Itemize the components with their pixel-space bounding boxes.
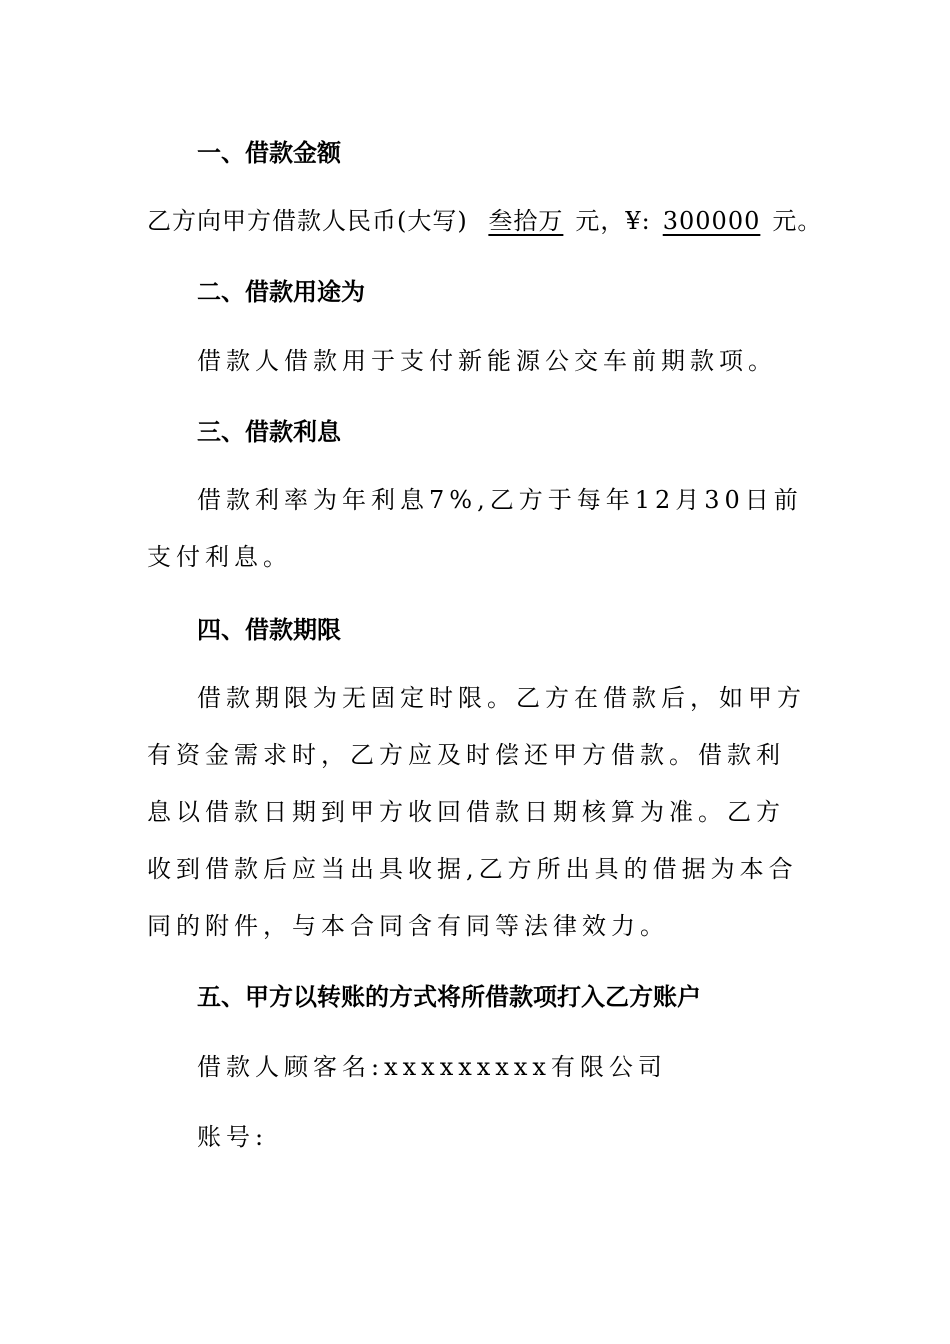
loan-amount-line (147, 206, 822, 236)
loan-amount-prefix: 乙方向甲方借款人民币(大写) (147, 207, 468, 235)
loan-term-text: 借款期限为无固定时限。乙方在借款后，如甲方有资金需求时，乙方应及时偿还甲方借款。借款利息以借款日期到甲方收回借款日期核算为准。乙方收到借款后应当出具收据,乙方所出具的借据为本合同的附件，与本合同含有同等法律效力。 (147, 684, 806, 940)
loan-amount-middle: 元，¥: (575, 207, 651, 235)
loan-purpose-text: 借款人借款用于支付新能源公交车前期款项。 (197, 347, 777, 375)
section-2-heading: 二、借款用途为 (197, 278, 365, 306)
account-name-line: 借款人顾客名:xxxxxxxxx有限公司 (197, 1053, 667, 1081)
loan-amount-suffix: 元。 (772, 207, 823, 235)
section-4-heading: 四、借款期限 (197, 616, 341, 644)
section-3-heading: 三、借款利息 (197, 418, 341, 446)
loan-amount-words-field: 叁拾万 (488, 207, 564, 235)
section-1-heading: 一、借款金额 (197, 139, 341, 167)
section-5-heading: 五、甲方以转账的方式将所借款项打入乙方账户 (197, 983, 701, 1011)
loan-amount-number-field: 300000 (662, 207, 761, 235)
loan-interest-text: 借款利率为年利息7%,乙方于每年12月30日前支付利息。 (147, 486, 803, 571)
account-number-label: 账号: (197, 1123, 269, 1151)
